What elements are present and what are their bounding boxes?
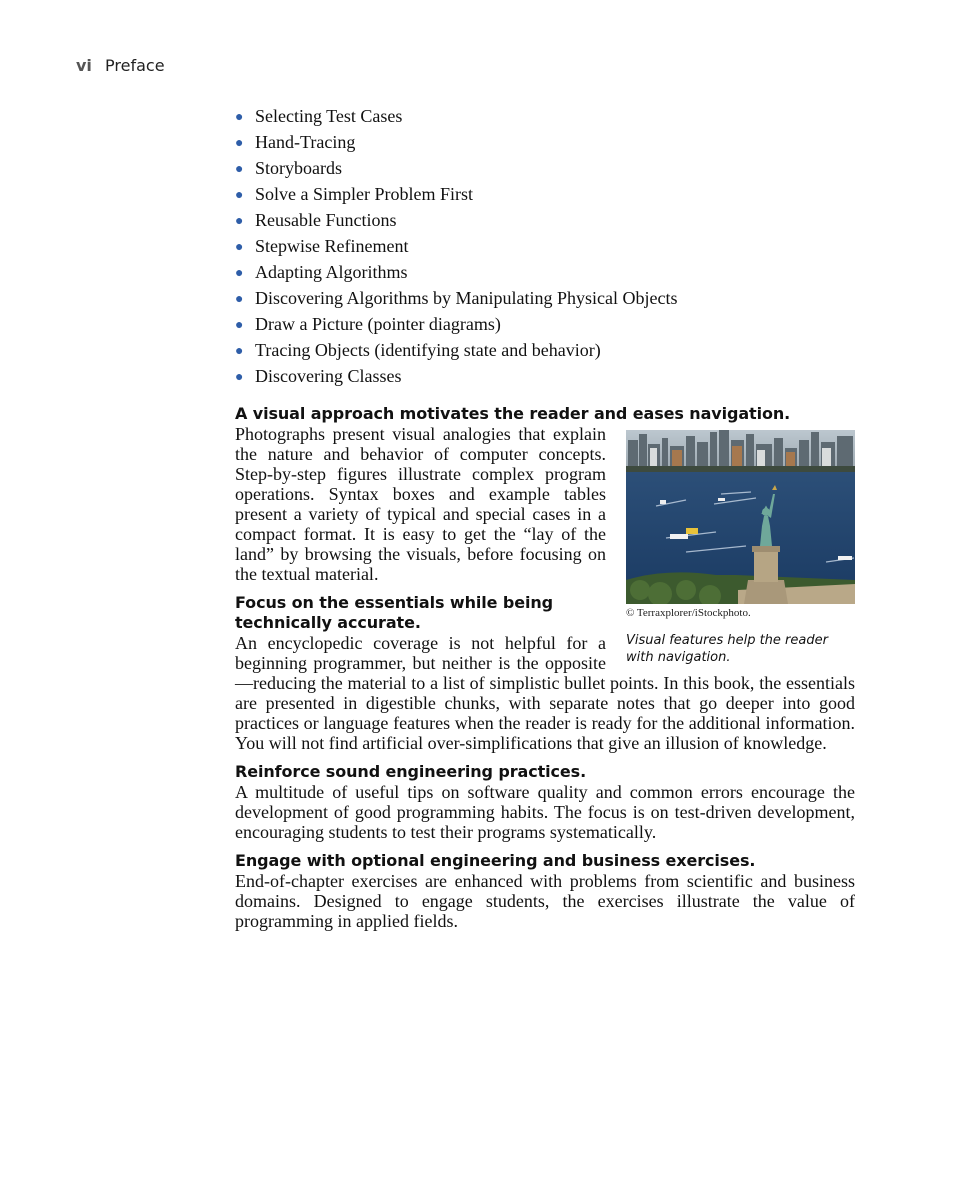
section-heading: A visual approach motivates the reader and eases navigation. bbox=[235, 404, 791, 423]
section-body: An encyclopedic coverage is not helpful for a beginning programmer, but neither is the opposite—reducing the material to a list of simplistic bullet points. In this book, the essentials are presented in digestible chunks, with separate notes that go deeper into good practices or language features when the reader is ready for the additional information. You will not find artificial over-simplifications that give an illusion of knowledge. bbox=[235, 633, 855, 753]
bullet-icon: ● bbox=[235, 266, 244, 281]
list-item: ● Tracing Objects (identifying state and behavior) bbox=[255, 338, 855, 364]
main-content bbox=[235, 104, 855, 931]
figure bbox=[626, 430, 855, 666]
bullet-icon: ● bbox=[235, 370, 244, 385]
list-item: ● Storyboards bbox=[255, 156, 855, 182]
list-item: ● Discovering Classes bbox=[255, 364, 855, 390]
running-head bbox=[76, 56, 165, 75]
bullet-icon: ● bbox=[235, 344, 244, 359]
figure-caption: Visual features help the reader with navigation. bbox=[626, 633, 828, 665]
section-body: Photographs present visual analogies that explain the nature and behavior of computer concepts. Step-by-step figures illustrate complex program operations. Syntax boxes and example tables present a variety of typical and special cases in a compact format. It is easy to get the “lay of the land” by browsing the visuals, before focusing on the textual material. bbox=[235, 424, 606, 584]
photo-credit: © Terraxplorer/iStockphoto. bbox=[626, 607, 751, 619]
list-item: ● Adapting Algorithms bbox=[255, 260, 855, 286]
statue-of-liberty-photo bbox=[626, 430, 855, 604]
bullet-icon: ● bbox=[235, 162, 244, 177]
section-heading: Focus on the essentials while being technically accurate. bbox=[235, 593, 554, 632]
list-item: ● Solve a Simpler Problem First bbox=[255, 182, 855, 208]
bullet-icon: ● bbox=[235, 214, 244, 229]
list-item: ● Reusable Functions bbox=[255, 208, 855, 234]
section-body: End-of-chapter exercises are enhanced with problems from scientific and business domains. Designed to engage students, the exercises illustrate the value of programming in applied fields. bbox=[235, 871, 855, 931]
page-number: vi bbox=[76, 56, 92, 75]
running-head-title: Preface bbox=[105, 56, 165, 75]
bullet-icon: ● bbox=[235, 136, 244, 151]
bullet-list bbox=[235, 104, 855, 390]
bullet-icon: ● bbox=[235, 240, 244, 255]
list-item: ● Stepwise Refinement bbox=[255, 234, 855, 260]
list-item: ● Hand-Tracing bbox=[255, 130, 855, 156]
bullet-icon: ● bbox=[235, 292, 244, 307]
list-item: ● Selecting Test Cases bbox=[255, 104, 855, 130]
list-item: ● Discovering Algorithms by Manipulating Physical Objects bbox=[255, 286, 855, 312]
bullet-icon: ● bbox=[235, 188, 244, 203]
bullet-icon: ● bbox=[235, 110, 244, 125]
section-body: A multitude of useful tips on software quality and common errors encourage the development of good programming habits. The focus is on test-driven development, encouraging students to test their programs systematically. bbox=[235, 782, 855, 842]
list-item: ● Draw a Picture (pointer diagrams) bbox=[255, 312, 855, 338]
section-heading: Engage with optional engineering and business exercises. bbox=[235, 851, 756, 870]
section-heading: Reinforce sound engineering practices. bbox=[235, 762, 587, 781]
bullet-icon: ● bbox=[235, 318, 244, 333]
